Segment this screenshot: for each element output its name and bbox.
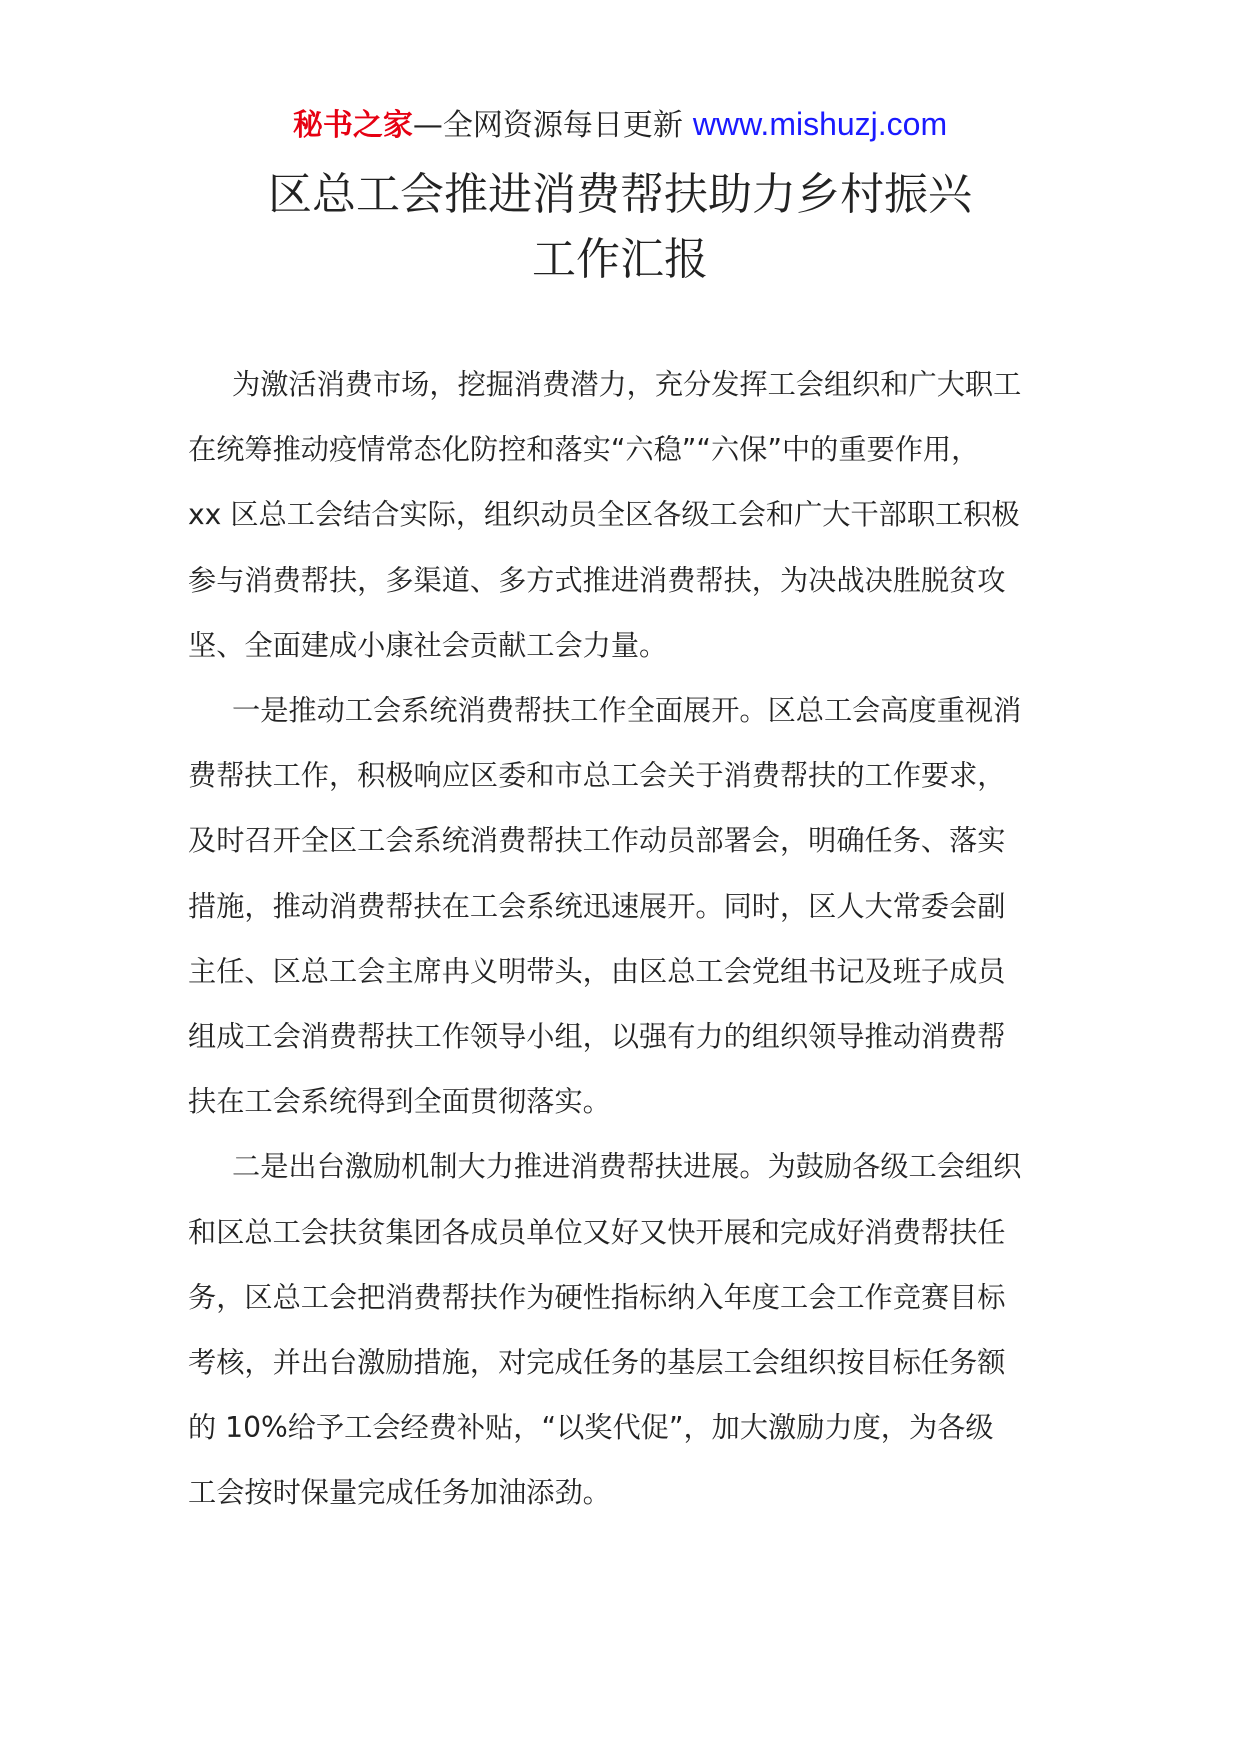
site-header [0,100,1240,150]
header-tagline: —全网资源每日更新 [412,108,683,143]
document-title [0,162,1240,292]
site-url-link[interactable]: www.mishuzj.com [692,106,948,142]
title-line-2: 工作汇报 [532,234,708,285]
paragraph-point-one: 一是推动工会系统消费帮扶工作全面展开。区总工会高度重视消 费帮扶工作，积极响应区委和市总工会关于消费帮扶的工作要求， 及时召开全区工会系统消费帮扶工作动员部署会，明确任务、落实 措施，推动消费帮扶在工会系统迅速展开。同时，区人大常委会副 主任、区总工会主席冉义明带头，由区总工会党组书记及班子成员 组成工会消费帮扶工作领导小组，以强有力的组织领导推动消费帮 扶在工会系统得到全面贯彻落实。 [188,694,1022,1119]
document-body [188,352,1066,1526]
paragraph-intro: 为激活消费市场，挖掘消费潜力，充分发挥工会组织和广大职工 在统筹推动疫情常态化防控和落实“六稳”“六保”中的重要作用， xx 区总工会结合实际，组织动员全区各级工会和广大干部职工积极 参与消费帮扶，多渠道、多方式推进消费帮扶，为决战决胜脱贫攻 坚、全面建成小康社会贡献工会力量。 [188,368,1022,662]
paragraph-point-two: 二是出台激励机制大力推进消费帮扶进展。为鼓励各级工会组织 和区总工会扶贫集团各成员单位又好又快开展和完成好消费帮扶任 务，区总工会把消费帮扶作为硬性指标纳入年度工会工作竞赛目标 考核，并出台激励措施，对完成任务的基层工会组织按目标任务额 的 10%给予工会经费补贴，“以奖代促”，加大激励力度，为各级 工会按时保量完成任务加油添劲。 [188,1150,1022,1510]
title-line-1: 区总工会推进消费帮扶助力乡村振兴 [268,169,972,220]
brand-name: 秘书之家 [292,108,413,143]
